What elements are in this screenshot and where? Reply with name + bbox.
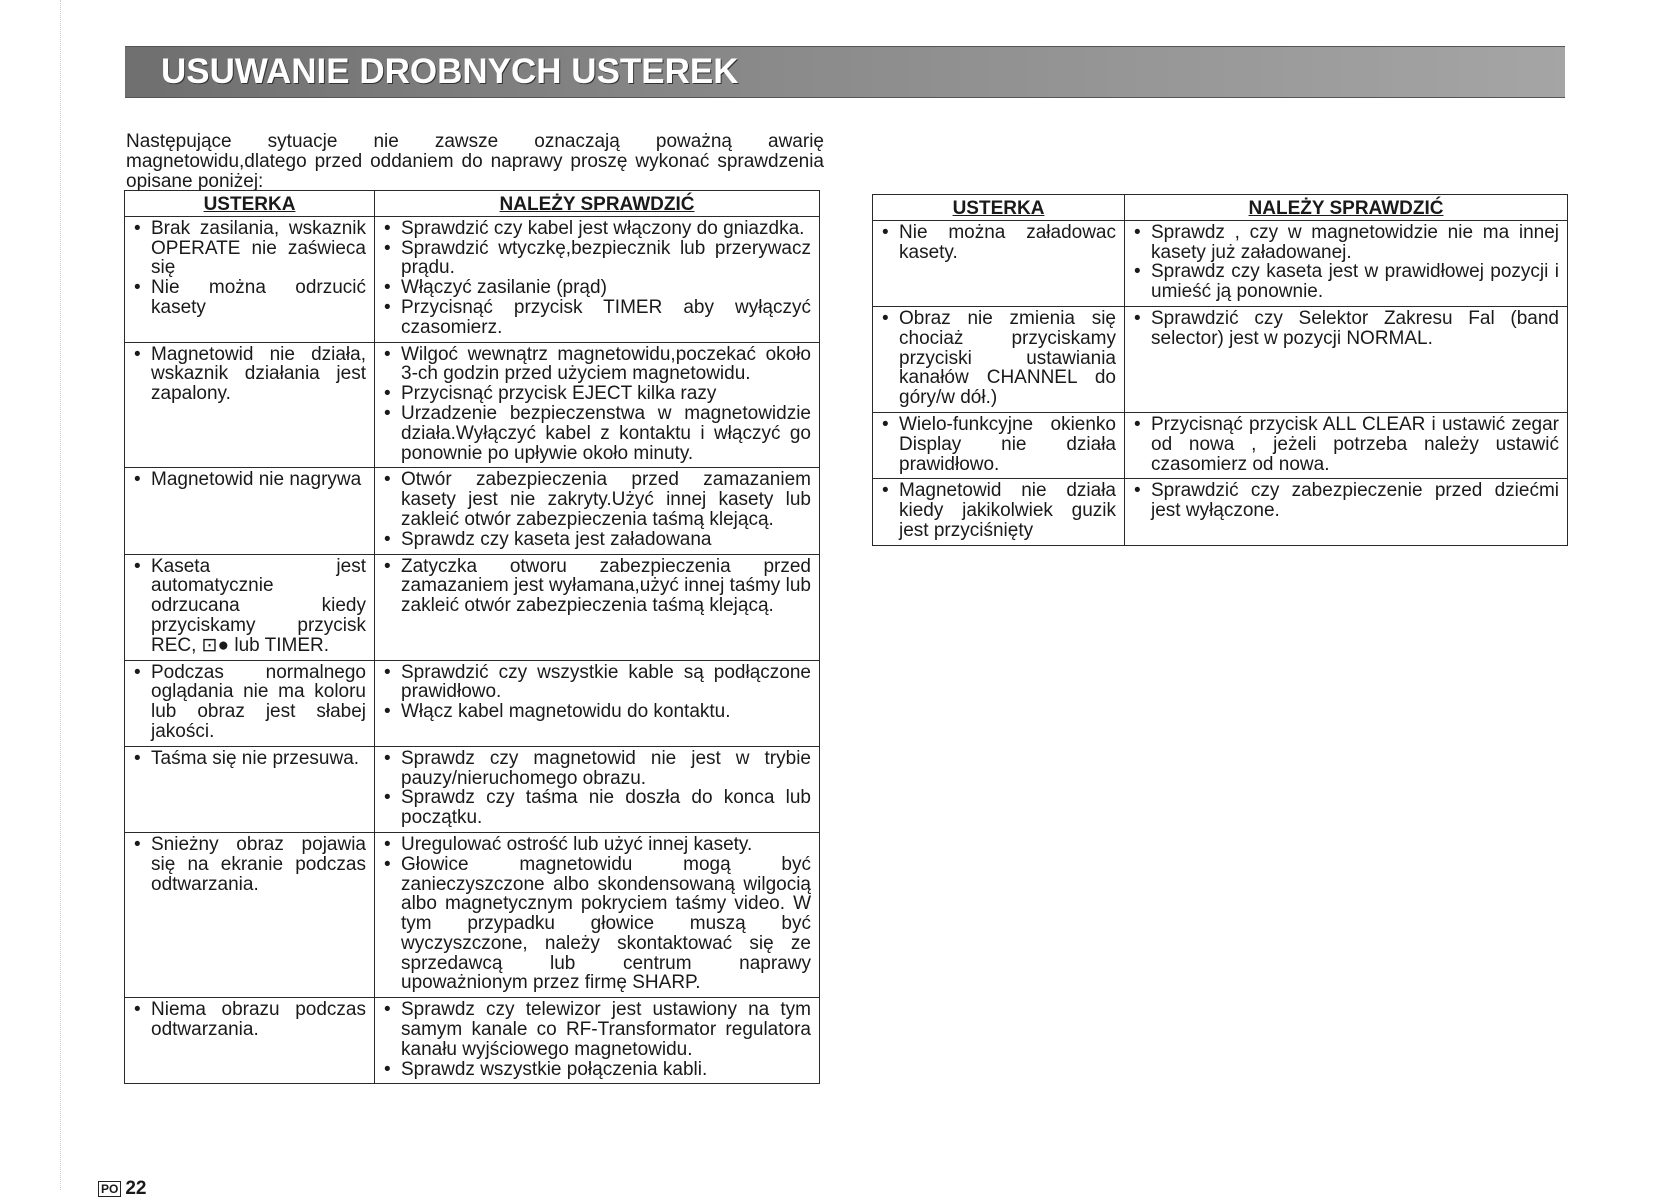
- check-item: • Sprawdz czy magnetowid nie jest w trybie pauzy/nieruchomego obrazu.: [383, 749, 811, 789]
- check-item: • Uregulować ostrość lub użyć innej kasety.: [383, 835, 811, 855]
- problem-item: • Niema obrazu podczas odtwarzania.: [133, 1000, 366, 1040]
- problem-item: • Nie można odrzucić kasety: [133, 278, 366, 318]
- check-item: • Włącz kabel magnetowidu do kontaktu.: [383, 702, 811, 722]
- problem-cell: [125, 746, 375, 832]
- check-cell: [375, 746, 820, 832]
- check-item: • Sprawdzić czy zabezpieczenie przed dziećmi jest wyłączone.: [1133, 481, 1559, 521]
- table-row: [125, 554, 820, 660]
- problem-list: [881, 309, 1116, 408]
- check-cell: [375, 660, 820, 746]
- check-list: [383, 1000, 811, 1079]
- table-row: [125, 832, 820, 997]
- problem-cell: [873, 220, 1125, 306]
- header-problem: USTERKA: [873, 195, 1125, 221]
- problem-list: [133, 663, 366, 742]
- check-item: • Sprawdz czy kaseta jest w prawidłowej pozycji i umieść ją ponownie.: [1133, 262, 1559, 302]
- problem-list: [133, 345, 366, 404]
- header-problem: USTERKA: [125, 191, 375, 217]
- troubleshooting-table-right: [872, 194, 1568, 546]
- problem-cell: [873, 479, 1125, 545]
- table-row: [125, 998, 820, 1084]
- problem-list: [133, 835, 366, 894]
- check-item: • Sprawdz czy kaseta jest załadowana: [383, 530, 811, 550]
- problem-list: [133, 219, 366, 318]
- check-item: • Głowice magnetowidu mogą być zanieczyszczone albo skondensowaną wilgocią albo magnetycznym pokryciem taśmy video. W tym przypadku głowice muszą być wyczyszczone, należy skontaktować się ze sprzedawcą lub centrum naprawy upoważnionym przez firmę SHARP.: [383, 855, 811, 994]
- table-body-left: [125, 216, 820, 1084]
- check-list: [1133, 223, 1559, 302]
- problem-item: • Magnetowid nie działa, wskaznik działania jest zapalony.: [133, 345, 366, 404]
- table-body-right: [873, 220, 1568, 545]
- problem-item: • Nie można załadowac kasety.: [881, 223, 1116, 263]
- check-cell: [375, 468, 820, 554]
- page-margin-line: [60, 0, 61, 1190]
- problem-list: [133, 749, 366, 769]
- problem-cell: [125, 554, 375, 660]
- check-list: [383, 219, 811, 338]
- problem-cell: [125, 342, 375, 468]
- check-item: • Przycisnąć przycisk ALL CLEAR i ustawić zegar od nowa , jeżeli potrzeba należy ustawić czasomierz od nowa.: [1133, 415, 1559, 474]
- table-row: [873, 479, 1568, 545]
- table-row: [125, 468, 820, 554]
- problem-item: • Wielo-funkcyjne okienko Display nie działa prawidłowo.: [881, 415, 1116, 474]
- table-row: [125, 746, 820, 832]
- check-item: • Sprawdz , czy w magnetowidzie nie ma innej kasety już załadowanej.: [1133, 223, 1559, 263]
- page-footer: [98, 1178, 146, 1200]
- intro-paragraph: Następujące sytuacje nie zawsze oznaczają poważną awarię magnetowidu,dlatego przed oddaniem do naprawy proszę wykonać sprawdzenia opisane poniżej:: [126, 131, 824, 192]
- problem-item: • Taśma się nie przesuwa.: [133, 749, 366, 769]
- check-item: • Sprawdz czy telewizor jest ustawiony na tym samym kanale co RF-Transformator regulatora kanału wyjściowego magnetowidu.: [383, 1000, 811, 1059]
- check-item: • Otwór zabezpieczenia przed zamazaniem kasety jest nie zakryty.Użyć innej kasety lub zakleić otwór zabezpieczenia taśmą klejącą.: [383, 470, 811, 529]
- problem-item: • Magnetowid nie działa kiedy jakikolwiek guzik jest przyciśnięty: [881, 481, 1116, 540]
- check-cell: [1125, 412, 1568, 478]
- check-cell: [1125, 479, 1568, 545]
- check-cell: [375, 832, 820, 997]
- problem-item: • Snieżny obraz pojawia się na ekranie podczas odtwarzania.: [133, 835, 366, 894]
- page-title: USUWANIE DROBNYCH USTEREK: [161, 52, 739, 91]
- page-number: 22: [125, 1178, 147, 1199]
- check-cell: [375, 998, 820, 1084]
- check-item: • Włączyć zasilanie (prąd): [383, 278, 811, 298]
- check-cell: [1125, 220, 1568, 306]
- problem-list: [133, 557, 366, 656]
- check-list: [383, 557, 811, 616]
- table-row: [125, 342, 820, 468]
- check-item: • Sprawdzić czy wszystkie kable są podłączone prawidłowo.: [383, 663, 811, 703]
- problem-item: • Magnetowid nie nagrywa: [133, 470, 366, 490]
- check-cell: [375, 554, 820, 660]
- check-item: • Sprawdz wszystkie połączenia kabli.: [383, 1060, 811, 1080]
- header-check: NALEŻY SPRAWDZIĆ: [375, 191, 820, 217]
- check-list: [383, 749, 811, 828]
- problem-item: • Kaseta jest automatycznie odrzucana kiedy przyciskamy przycisk REC, ⊡● lub TIMER.: [133, 557, 366, 656]
- check-list: [1133, 309, 1559, 349]
- problem-cell: [125, 998, 375, 1084]
- problem-list: [881, 481, 1116, 540]
- problem-cell: [873, 306, 1125, 412]
- problem-cell: [125, 660, 375, 746]
- check-list: [383, 835, 811, 993]
- check-list: [383, 345, 811, 464]
- table-row: [873, 412, 1568, 478]
- problem-list: [133, 470, 366, 490]
- problem-item: • Obraz nie zmienia się chociaż przyciskamy przyciski ustawiania kanałów CHANNEL do góry/w dół.): [881, 309, 1116, 408]
- problem-item: • Podczas normalnego oglądania nie ma koloru lub obraz jest słabej jakości.: [133, 663, 366, 742]
- check-item: • Sprawdzić czy kabel jest włączony do gniazdka.: [383, 219, 811, 239]
- problem-item: • Brak zasilania, wskaznik OPERATE nie zaświeca się: [133, 219, 366, 278]
- check-item: • Zatyczka otworu zabezpieczenia przed zamazaniem jest wyłamana,użyć innej taśmy lub zakleić otwór zabezpieczenia taśmą klejącą.: [383, 557, 811, 616]
- table-row: [125, 660, 820, 746]
- problem-list: [881, 415, 1116, 474]
- language-badge: PO: [98, 1181, 121, 1197]
- check-list: [1133, 415, 1559, 474]
- table-row: [873, 306, 1568, 412]
- check-item: • Przycisnąć przycisk EJECT kilka razy: [383, 384, 811, 404]
- check-item: • Urzadzenie bezpieczenstwa w magnetowidzie działa.Wyłączyć kabel z kontaktu i włączyć go ponownie po upływie około minuty.: [383, 404, 811, 463]
- table-row: [125, 216, 820, 342]
- troubleshooting-table-left: [124, 190, 820, 1084]
- check-cell: [375, 342, 820, 468]
- check-item: • Przycisnąć przycisk TIMER aby wyłączyć czasomierz.: [383, 298, 811, 338]
- check-list: [1133, 481, 1559, 521]
- check-item: • Sprawdzić czy Selektor Zakresu Fal (band selector) jest w pozycji NORMAL.: [1133, 309, 1559, 349]
- problem-cell: [873, 412, 1125, 478]
- check-item: • Wilgoć wewnątrz magnetowidu,poczekać około 3-ch godzin przed użyciem magnetowidu.: [383, 345, 811, 385]
- problem-cell: [125, 832, 375, 997]
- problem-list: [881, 223, 1116, 263]
- check-list: [383, 470, 811, 549]
- title-bar: [125, 46, 1565, 98]
- check-cell: [1125, 306, 1568, 412]
- check-list: [383, 663, 811, 722]
- problem-cell: [125, 216, 375, 342]
- problem-cell: [125, 468, 375, 554]
- header-check: NALEŻY SPRAWDZIĆ: [1125, 195, 1568, 221]
- table-row: [873, 220, 1568, 306]
- check-item: • Sprawdzić wtyczkę,bezpiecznik lub przerywacz prądu.: [383, 239, 811, 279]
- check-cell: [375, 216, 820, 342]
- check-item: • Sprawdz czy taśma nie doszła do konca lub początku.: [383, 788, 811, 828]
- problem-list: [133, 1000, 366, 1040]
